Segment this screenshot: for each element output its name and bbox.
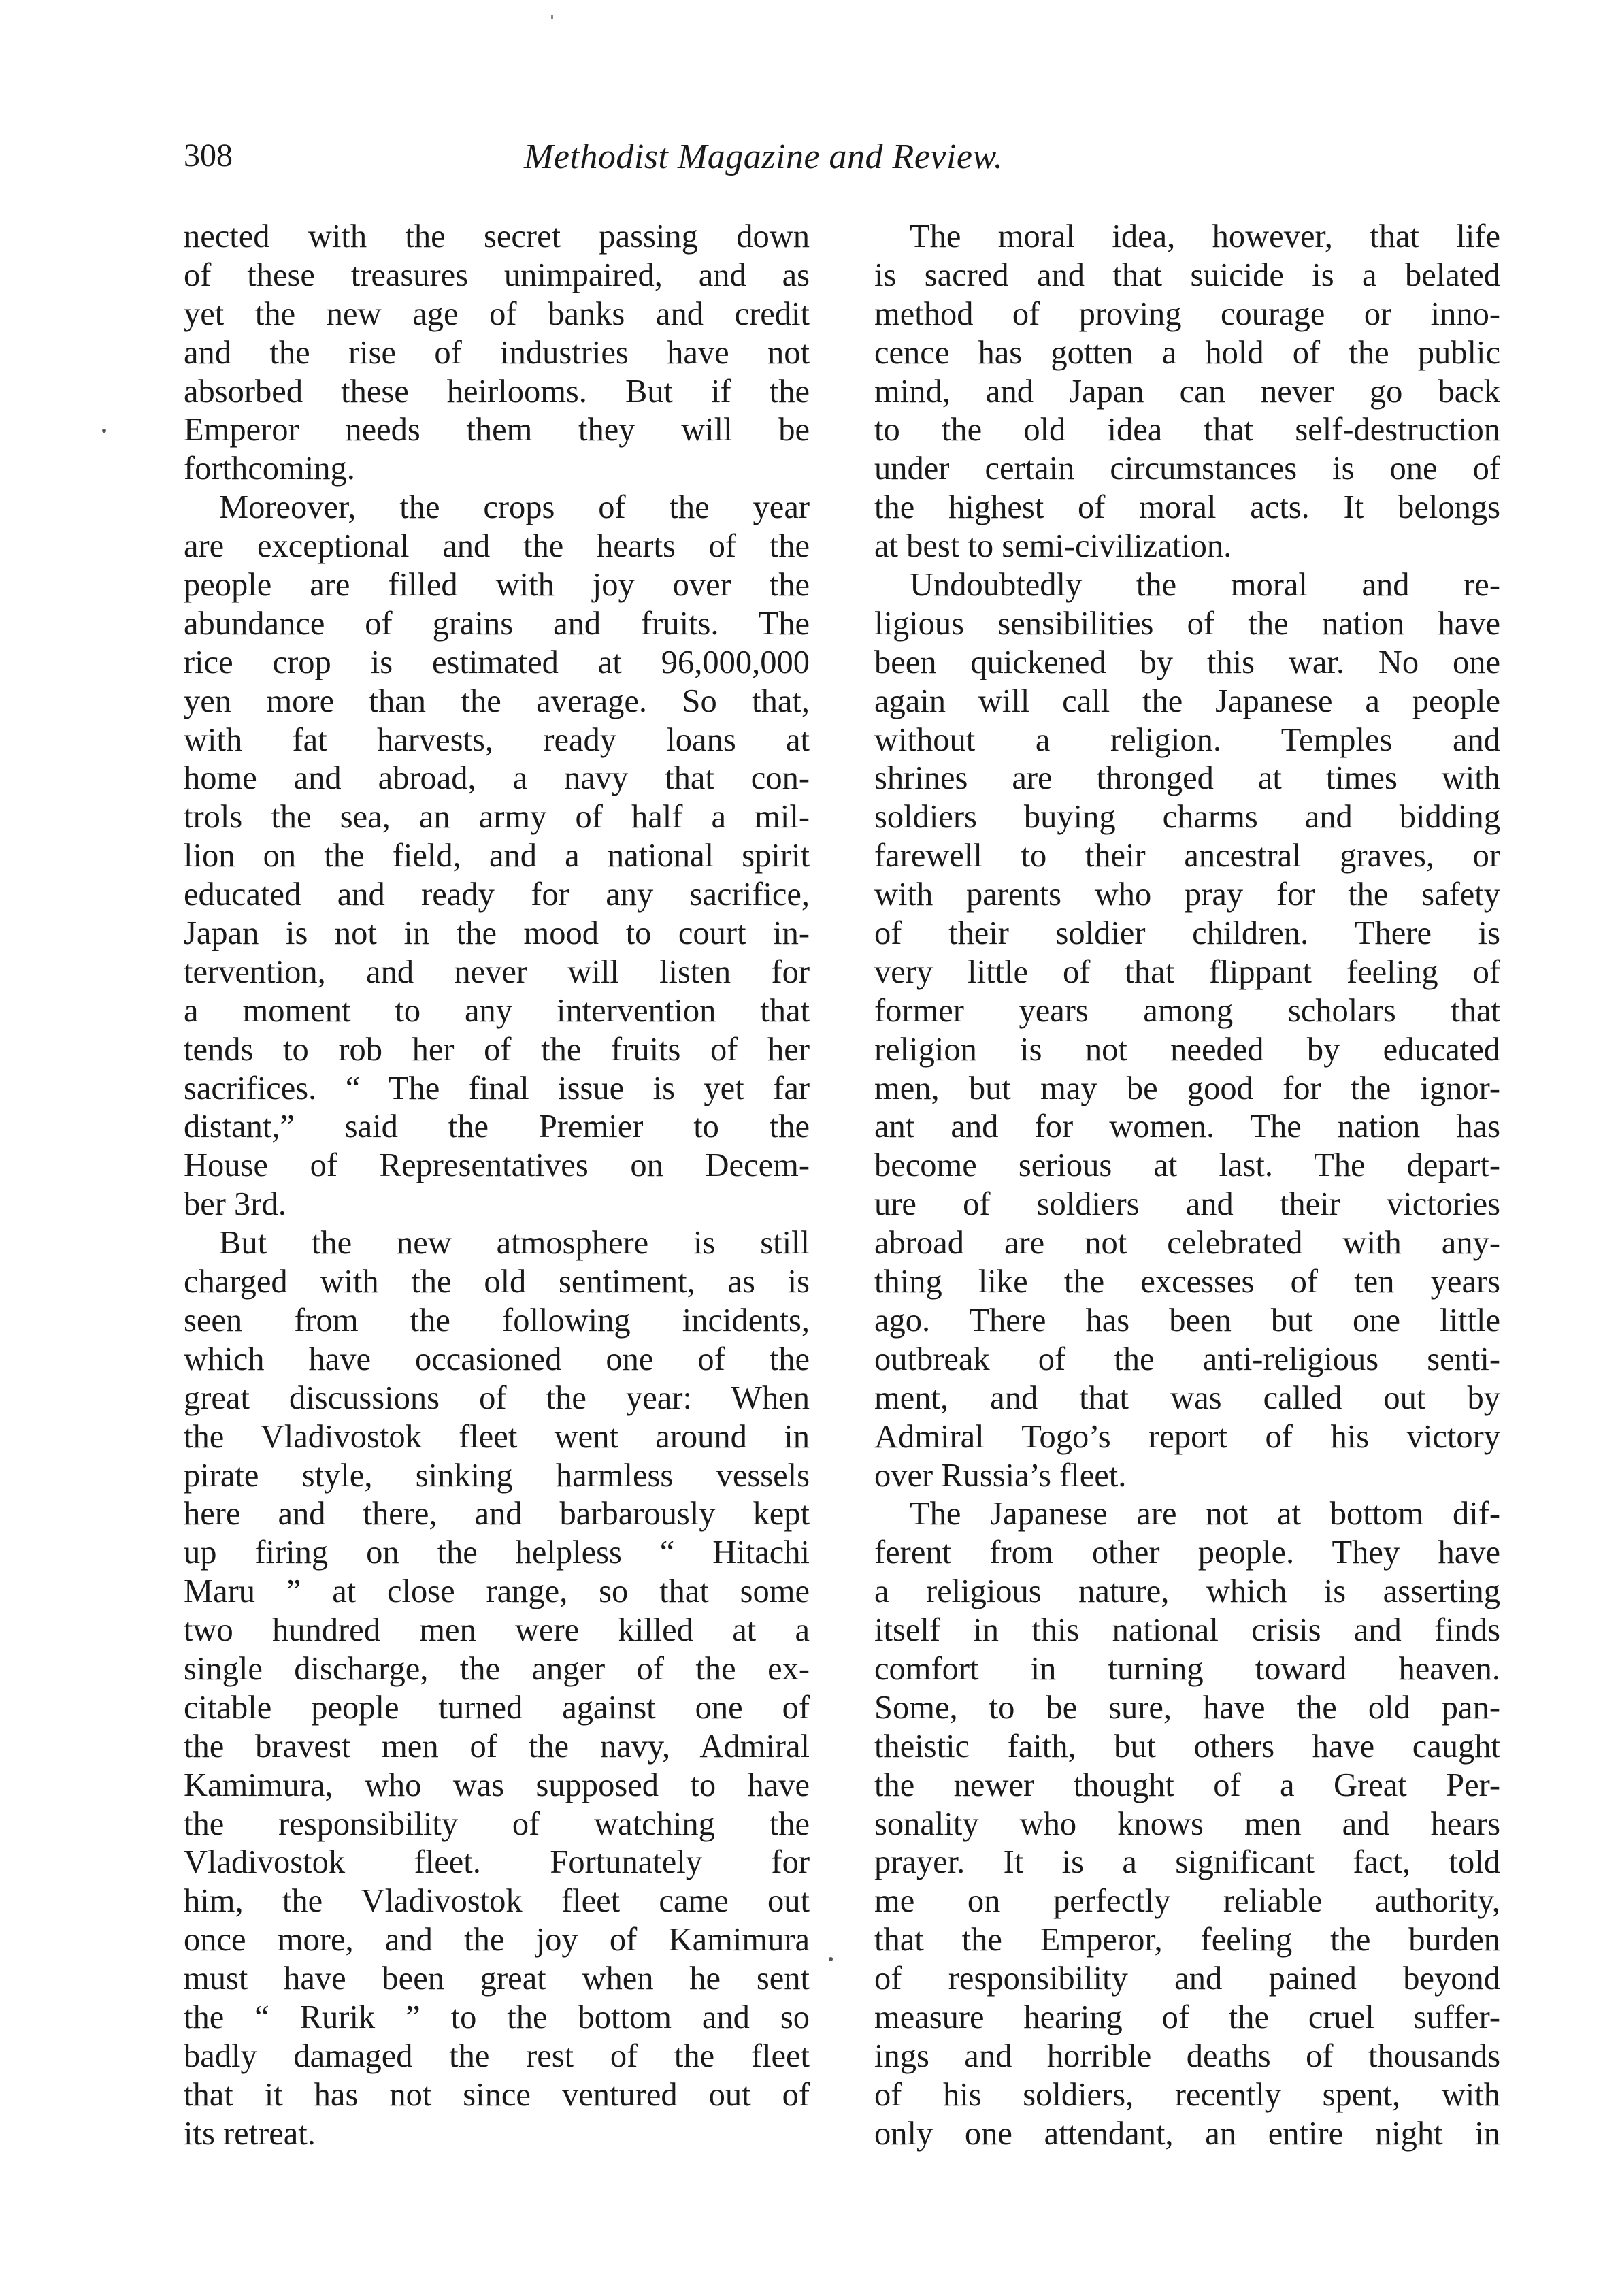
text-line: citable people turned against one of [184,1689,810,1726]
text-line: only one attendant, an entire night in [874,2115,1500,2152]
text-line: men, but may be good for the ignor- [874,1070,1500,1106]
text-line: its retreat. [184,2115,316,2152]
text-line: measure hearing of the cruel suffer- [874,1999,1500,2035]
text-line: two hundred men were killed at a [184,1612,810,1649]
text-line: prayer. It is a significant fact, told [874,1844,1500,1881]
text-line: Emperor needs them they will be [184,412,810,448]
text-line: Undoubtedly the moral and re- [910,567,1500,604]
text-line: Kamimura, who was supposed to have [184,1767,810,1803]
text-line: abroad are not celebrated with any- [874,1225,1500,1262]
text-line: educated and ready for any sacrifice, [184,876,810,913]
text-column-right [874,218,1500,2154]
text-line: that it has not since ventured out of [184,2076,810,2113]
text-line: nected with the secret passing down [184,218,810,255]
text-line: ferent from other people. They have [874,1535,1500,1571]
text-line: itself in this national crisis and finds [874,1612,1500,1649]
text-line: Maru ” at close range, so that some [184,1573,810,1610]
text-line: up firing on the helpless “ Hitachi [184,1535,810,1571]
page-number: 308 [184,137,233,174]
text-line: yet the new age of banks and credit [184,295,810,332]
text-line: of these treasures unimpaired, and as [184,257,810,293]
text-line: once more, and the joy of Kamimura [184,1922,810,1958]
text-line: seen from the following incidents, [184,1302,810,1339]
text-line: without a religion. Temples and [874,721,1500,758]
text-line: the highest of moral acts. It belongs [874,489,1500,526]
text-column-left [184,218,810,2154]
text-line: been quickened by this war. No one [874,644,1500,680]
text-line: ligious sensibilities of the nation have [874,605,1500,642]
text-line: are exceptional and the hearts of the [184,528,810,565]
text-line: Admiral Togo’s report of his victory [874,1418,1500,1455]
text-line: with parents who pray for the safety [874,876,1500,913]
text-line: is sacred and that suicide is a belated [874,257,1500,293]
text-line: the bravest men of the navy, Admiral [184,1728,810,1765]
text-line: Japan is not in the mood to court in- [184,915,810,952]
text-line: ings and horrible deaths of thousands [874,2037,1500,2074]
text-line: the “ Rurik ” to the bottom and so [184,1999,810,2035]
text-line: ment, and that was called out by [874,1379,1500,1416]
text-line: ure of soldiers and their victories [874,1186,1500,1223]
margin-speck-center [829,1957,833,1961]
text-line: pirate style, sinking harmless vessels [184,1457,810,1494]
text-line: theistic faith, but others have caught [874,1728,1500,1765]
text-line: a religious nature, which is asserting [874,1573,1500,1610]
text-line: charged with the old sentiment, as is [184,1264,810,1300]
text-line: House of Representatives on Decem- [184,1147,810,1184]
text-line: former years among scholars that [874,992,1500,1029]
text-line: shrines are thronged at times with [874,760,1500,797]
text-line: to the old idea that self-destruction [874,412,1500,448]
text-line: mind, and Japan can never go back [874,373,1500,410]
text-line: absorbed these heirlooms. But if the [184,373,810,410]
text-line: home and abroad, a navy that con- [184,760,810,797]
text-line: yen more than the average. So that, [184,683,810,719]
text-line: of responsibility and pained beyond [874,1961,1500,1997]
text-line: religion is not needed by educated [874,1031,1500,1068]
text-line: ago. There has been but one little [874,1302,1500,1339]
text-line: tervention, and never will listen for [184,953,810,990]
text-line: cence has gotten a hold of the public [874,334,1500,371]
text-line: distant,” said the Premier to the [184,1109,810,1145]
text-line: comfort in turning toward heaven. [874,1650,1500,1687]
scan-speck [551,15,553,19]
text-line: method of proving courage or inno- [874,295,1500,332]
text-line: sacrifices. “ The final issue is yet far [184,1070,810,1106]
text-line: the newer thought of a Great Per- [874,1767,1500,1803]
text-line: badly damaged the rest of the fleet [184,2037,810,2074]
text-line: me on perfectly reliable authority, [874,1883,1500,1920]
text-line: and the rise of industries have not [184,334,810,371]
text-line: the responsibility of watching the [184,1805,810,1842]
text-line: soldiers buying charms and bidding [874,799,1500,836]
text-line: outbreak of the anti-religious senti- [874,1341,1500,1377]
text-line: of his soldiers, recently spent, with [874,2076,1500,2113]
text-line: a moment to any intervention that [184,992,810,1029]
text-line: But the new atmosphere is still [219,1225,810,1262]
text-line: which have occasioned one of the [184,1341,810,1377]
text-line: single discharge, the anger of the ex- [184,1650,810,1687]
text-line: rice crop is estimated at 96,000,000 [184,644,810,680]
text-line: lion on the field, and a national spirit [184,838,810,874]
text-line: become serious at last. The depart- [874,1147,1500,1184]
text-line: tends to rob her of the fruits of her [184,1031,810,1068]
text-line: Vladivostok fleet. Fortunately for [184,1844,810,1881]
text-line: farewell to their ancestral graves, or [874,838,1500,874]
text-line: the Vladivostok fleet went around in [184,1418,810,1455]
text-line: great discussions of the year: When [184,1379,810,1416]
text-line: Some, to be sure, have the old pan- [874,1689,1500,1726]
text-line: ant and for women. The nation has [874,1109,1500,1145]
text-line: thing like the excesses of ten years [874,1264,1500,1300]
text-line: over Russia’s fleet. [874,1457,1127,1494]
text-line: of their soldier children. There is [874,915,1500,952]
text-line: with fat harvests, ready loans at [184,721,810,758]
text-line: forthcoming. [184,450,355,487]
text-line: must have been great when he sent [184,1961,810,1997]
text-line: again will call the Japanese a people [874,683,1500,719]
text-line: abundance of grains and fruits. The [184,605,810,642]
text-line: very little of that flippant feeling of [874,953,1500,990]
text-line: that the Emperor, feeling the burden [874,1922,1500,1958]
text-line: The Japanese are not at bottom dif- [910,1496,1500,1532]
text-line: ber 3rd. [184,1186,286,1223]
text-line: him, the Vladivostok fleet came out [184,1883,810,1920]
text-line: sonality who knows men and hears [874,1805,1500,1842]
text-line: at best to semi-civilization. [874,528,1232,565]
margin-speck-left [102,429,106,433]
text-line: here and there, and barbarously kept [184,1496,810,1532]
text-line: The moral idea, however, that life [910,218,1500,255]
running-title: Methodist Magazine and Review. [524,137,1004,176]
text-line: trols the sea, an army of half a mil- [184,799,810,836]
text-line: Moreover, the crops of the year [219,489,810,526]
text-line: people are filled with joy over the [184,567,810,604]
text-line: under certain circumstances is one of [874,450,1500,487]
